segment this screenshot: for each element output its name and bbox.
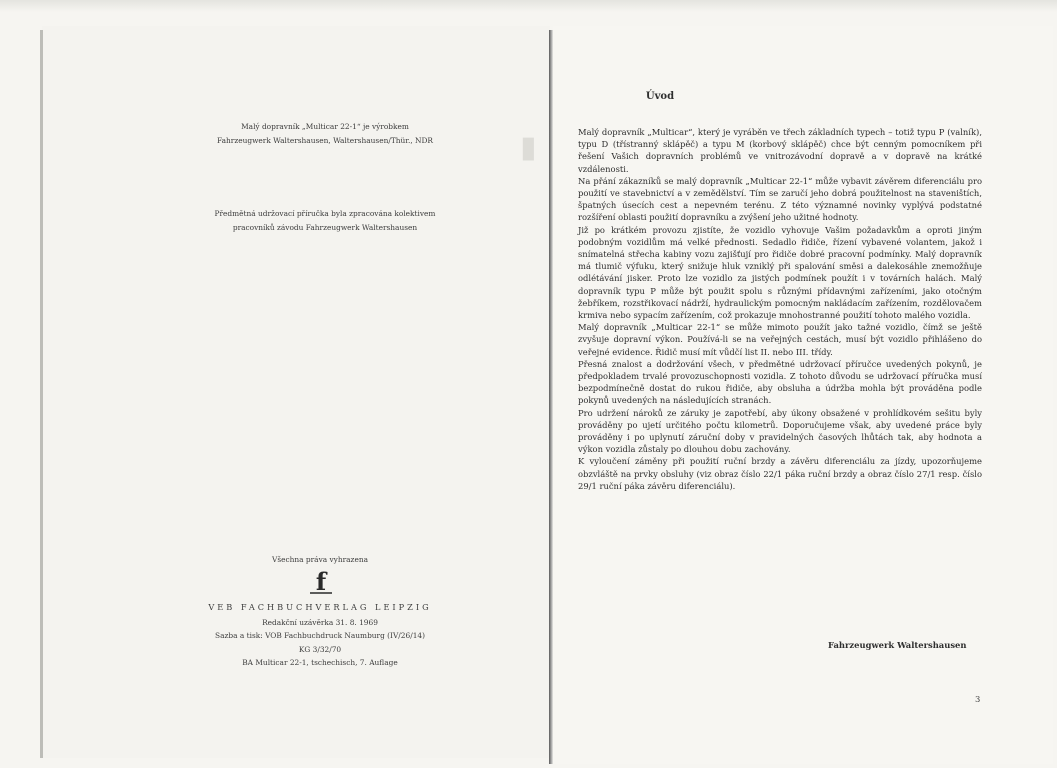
authors-imprint: [160, 207, 490, 234]
book-gutter: [549, 30, 553, 764]
publisher-name: VEB FACHBUCHVERLAG LEIPZIG: [208, 602, 432, 612]
paragraph: Malý dopravník „Multicar“, který je vyráběn ve třech základních typech – totiž typu P (valník), typu D (třístranný sklápěč) a typu M (korbový sklápěč) chce být cenným pomocníkem při řešení Vašich dopravních problémů ve vnitrozávodní dopravě a v dopravě na krátké vzdálenosti.: [578, 127, 982, 174]
imprint-line: BA Multicar 22-1, tschechisch, 7. Auflage: [242, 658, 398, 668]
intro-text: [578, 126, 982, 492]
logo-letter: f: [315, 568, 327, 596]
imprint-line: KG 3/32/70: [298, 644, 342, 654]
imprint-line: Sazba a tisk: VOB Fachbuchdruck Naumburg (IV/26/14): [215, 631, 425, 641]
page-heading: Úvod: [645, 91, 675, 102]
imprint-line: Fahrzeugwerk Waltershausen, Waltershausen/Thür., NDR: [217, 135, 433, 145]
scan-shadow: [0, 0, 1057, 12]
publisher-block: [180, 601, 460, 670]
imprint-line: pracovníků závodu Fahrzeugwerk Waltershausen: [232, 222, 418, 232]
product-imprint: [160, 120, 490, 147]
signature: Fahrzeugwerk Waltershausen: [828, 640, 967, 650]
paragraph: Na přání zákazníků se malý dopravník „Multicar 22-1“ může vybavit závěrem diferenciálu pro použití ve stavebnictví a v zemědělství. Tím se zaručí jeho dobrá použitelnost na staveništích, špatných úsecích cest a nepevném terénu. Z této významné novinky vyplývá podstatné rozšíření oblasti použití dopravníku a zvýšení jeho užitné hodnoty.: [578, 175, 982, 223]
imprint-line: Předmětná udržovací příručka byla zpracována kolektivem: [214, 209, 436, 218]
paragraph: Přesná znalost a dodržování všech, v předmětné udržovací příručce uvedených pokynů, je předpokladem trvalé provozuschopnosti vozidla. Z tohoto důvodu se udržovací příručka musí bezpodmínečně dostat do rukou řidiče, aby obsluha a údržba mohla být prováděna podle pokynů uvedených na následujících stranách.: [578, 358, 982, 406]
imprint-line: Malý dopravník „Multicar 22-1“ je výrobkem: [241, 122, 409, 131]
imprint-line: Redakční uzávěrka 31. 8. 1969: [262, 617, 378, 627]
page-number: 3: [975, 694, 981, 704]
show-through: ▮: [520, 130, 537, 165]
publisher-logo-icon: [306, 568, 336, 596]
page-edge: [40, 30, 43, 758]
rights-notice: Všechna práva vyhrazena: [271, 555, 368, 564]
paragraph: Již po krátkém provozu zjistíte, že vozidlo vyhovuje Vašim požadavkům a oproti jiným podobným vozidlům má velké přednosti. Sedadlo řidiče, řízení vybavené volantem, jakož i snímatelná střecha kabiny vozu zajišťují pro řidiče dobré pracovní podmínky. Malý dopravník má tlumič výfuku, který snižuje hluk vzniklý při spalování směsi a dalekosáhle znemožňuje odlétávání jisker. Proto lze vozidlo za jistých podmínek použít i v továrních halách. Malý dopravník typu P může být použit spolu s různými přídavnými zařízeními, jako otočným žebříkem, rozstřikovací nádrží, hydraulickým pomocným nakládacím zařízením, rozdělovačem krmiva nebo sypacím zařízením, což prokazuje mnohostranné použití tohoto malého vozidla.: [578, 224, 982, 321]
paragraph: K vyloučení záměny při použití ruční brzdy a závěru diferenciálu za jízdy, upozorňujeme obzvláště na prvky obsluhy (viz obraz číslo 22/1 páka ruční brzdy a obraz číslo 27/1 resp. číslo 29/1 ruční páka závěru diferenciálu).: [578, 456, 982, 491]
paragraph: Malý dopravník „Multicar 22-1“ se může mimoto použít jako tažné vozidlo, čímž se ještě zvyšuje dopravní výkon. Používá-li se na veřejných cestách, musí být vozidlo přihlášeno do veřejné evidence. Řidič musí mít vůdčí list II. nebo III. třídy.: [578, 322, 982, 357]
paragraph: Pro udržení nároků ze záruky je zapotřebí, aby úkony obsažené v prohlídkovém sešitu byly prováděny po ujetí určitého počtu kilometrů. Doporučujeme však, aby uvedené práce byly prováděny i po uplynutí záruční doby v pravidelných časových lhůtách tak, aby hodnota a výkon vozidla zůstaly po dlouhou dobu zachovány.: [578, 407, 982, 455]
